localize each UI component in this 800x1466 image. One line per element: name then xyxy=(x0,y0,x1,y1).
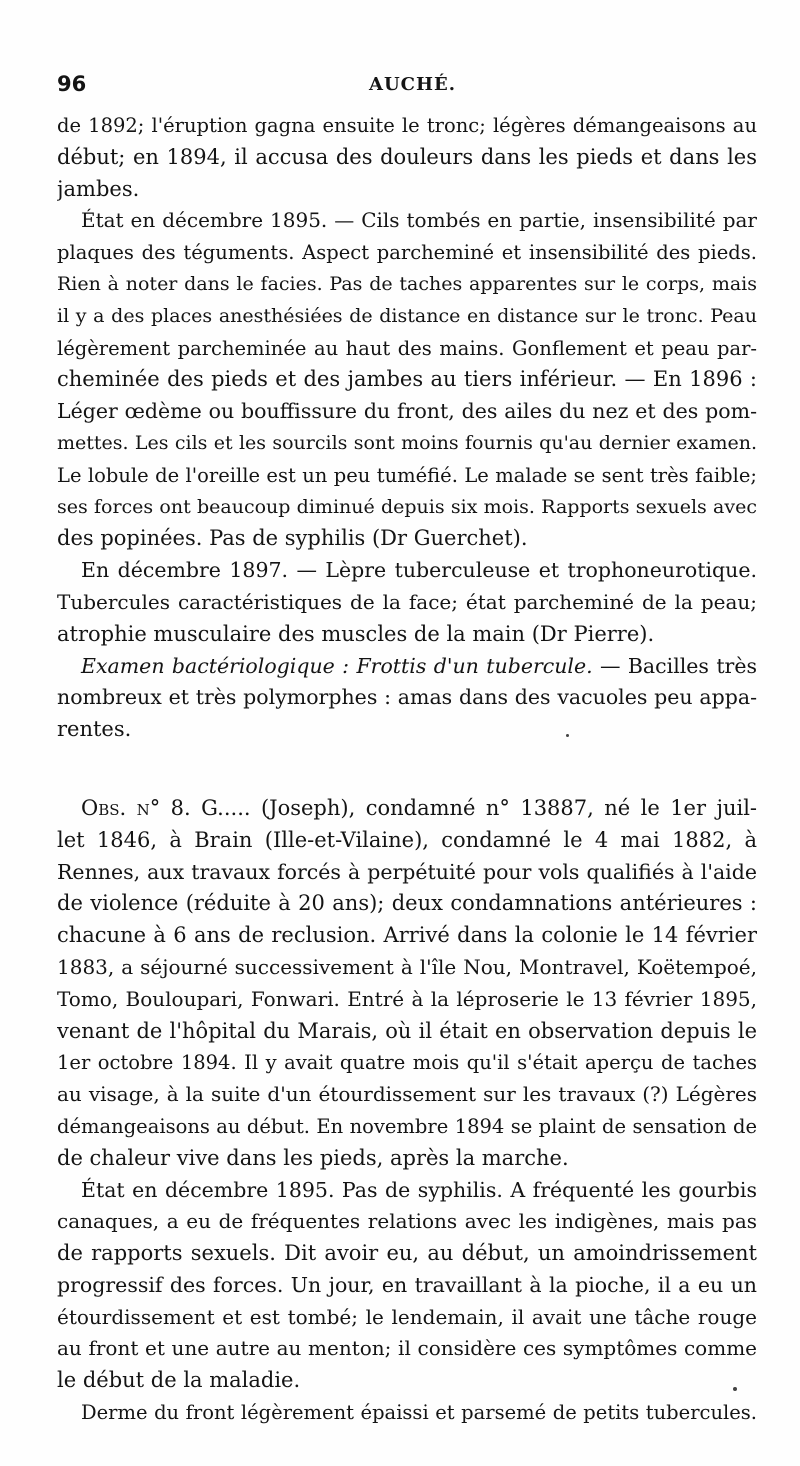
page-header xyxy=(57,72,760,102)
text-line: chacune à 6 ans de reclusion. Arrivé dans la colonie le 14 février xyxy=(57,923,757,948)
text-line: nombreux et très polymorphes : amas dans des vacuoles peu appa- xyxy=(57,685,757,710)
text-line xyxy=(57,651,757,683)
text-line: État en décembre 1895. Pas de syphilis. A fréquenté les gourbis xyxy=(81,1177,757,1202)
text-line: Le lobule de l'oreille est un peu tuméfié. Le malade se sent très faible; xyxy=(57,463,757,487)
running-head: AUCHÉ. xyxy=(369,74,456,95)
text-line: canaques, a eu de fréquentes relations avec les indigènes, mais pas xyxy=(57,1209,757,1234)
text-line: Tubercules caractéristiques de la face; état parcheminé de la peau; xyxy=(57,589,757,614)
page-number: 96 xyxy=(57,72,87,96)
paragraph xyxy=(57,1175,757,1398)
text-run: — Bacilles très xyxy=(592,653,757,678)
text-line: ses forces ont beaucoup diminué depuis six mois. Rapports sexuels avec xyxy=(57,495,757,518)
text-line: Rennes, aux travaux forcés à perpétuité pour vols qualifiés à l'aide xyxy=(57,859,757,884)
text-line: Tomo, Bouloupari, Fonwari. Entré à la léproserie le 13 février 1895, xyxy=(57,986,757,1011)
text-line: 1er octobre 1894. Il y avait quatre mois qu'il s'était aperçu de taches xyxy=(57,1051,757,1075)
text-line: Léger œdème ou bouffissure du front, des ailes du nez et des pom- xyxy=(57,399,757,424)
text-line: plaques des téguments. Aspect parcheminé et insensibilité des pieds. xyxy=(57,241,757,265)
text-line: rentes. xyxy=(57,717,132,742)
text-line: début; en 1894, il accusa des douleurs dans les pieds et dans les xyxy=(57,144,757,169)
text-line: En décembre 1897. — Lèpre tuberculeuse et trophoneurotique. xyxy=(81,558,757,583)
paragraph xyxy=(57,110,757,205)
text-line: il y a des places anesthésiées de distance en distance sur le tronc. Peau xyxy=(57,304,757,327)
text-line: jambes. xyxy=(57,176,140,201)
scan-speck xyxy=(733,1387,737,1391)
text-line: des popinées. Pas de syphilis (Dr Guerchet). xyxy=(57,526,528,551)
paragraph xyxy=(57,555,757,650)
paragraph xyxy=(57,205,757,555)
text-line: progressif des forces. Un jour, en travaillant à la pioche, il a eu un xyxy=(57,1272,757,1297)
text-line: au front et une autre au menton; il considère ces symptômes comme xyxy=(57,1336,757,1361)
observation-label: Obs. n° 8. xyxy=(81,795,191,820)
text-line: légèrement parcheminée au haut des mains. Gonflement et peau par- xyxy=(57,336,757,360)
text-line: Rien à noter dans le facies. Pas de taches apparentes sur le corps, mais xyxy=(57,272,757,295)
text-line: de 1892; l'éruption gagna ensuite le tronc; légères démangeaisons au xyxy=(57,114,757,137)
text-line: de violence (réduite à 20 ans); deux condamnations antérieures : xyxy=(57,891,757,916)
text-line: de chaleur vive dans les pieds, après la marche. xyxy=(57,1145,569,1170)
text-run: G..... (Joseph), condamné n° 13887, né le 1er juil- xyxy=(190,795,757,820)
paragraph xyxy=(57,1397,757,1429)
text-line: cheminée des pieds et des jambes au tiers inférieur. — En 1896 : xyxy=(57,367,757,392)
text-line: mettes. Les cils et les sourcils sont moins fournis qu'au dernier examen. xyxy=(57,431,757,454)
text-line: de rapports sexuels. Dit avoir eu, au début, un amoindrissement xyxy=(57,1241,757,1266)
paragraph xyxy=(57,651,757,746)
section-gap xyxy=(57,746,757,793)
scan-speck xyxy=(566,734,569,737)
text-line: le début de la maladie. xyxy=(57,1368,301,1393)
text-line: Derme du front légèrement épaissi et parsemé de petits tubercules. xyxy=(81,1401,757,1425)
text-line: 1883, a séjourné successivement à l'île Nou, Montravel, Koëtempoé, xyxy=(57,954,757,979)
text-line: let 1846, à Brain (Ille-et-Vilaine), condamné le 4 mai 1882, à xyxy=(57,827,757,852)
text-line xyxy=(57,793,757,825)
text-line: atrophie musculaire des muscles de la main (Dr Pierre). xyxy=(57,621,655,646)
body-text xyxy=(57,110,757,1429)
paragraph xyxy=(57,793,757,1175)
text-line: au visage, à la suite d'un étourdissement sur les travaux (?) Légères xyxy=(57,1082,757,1107)
text-line: venant de l'hôpital du Marais, où il était en observation depuis le xyxy=(57,1018,757,1043)
italic-heading: Examen bactériologique : Frottis d'un tubercule. xyxy=(81,653,593,678)
text-line: étourdissement et est tombé; le lendemain, il avait une tâche rouge xyxy=(57,1304,757,1329)
text-line: État en décembre 1895. — Cils tombés en partie, insensibilité par xyxy=(81,208,757,233)
text-line: démangeaisons au début. En novembre 1894 se plaint de sensation de xyxy=(57,1114,757,1138)
